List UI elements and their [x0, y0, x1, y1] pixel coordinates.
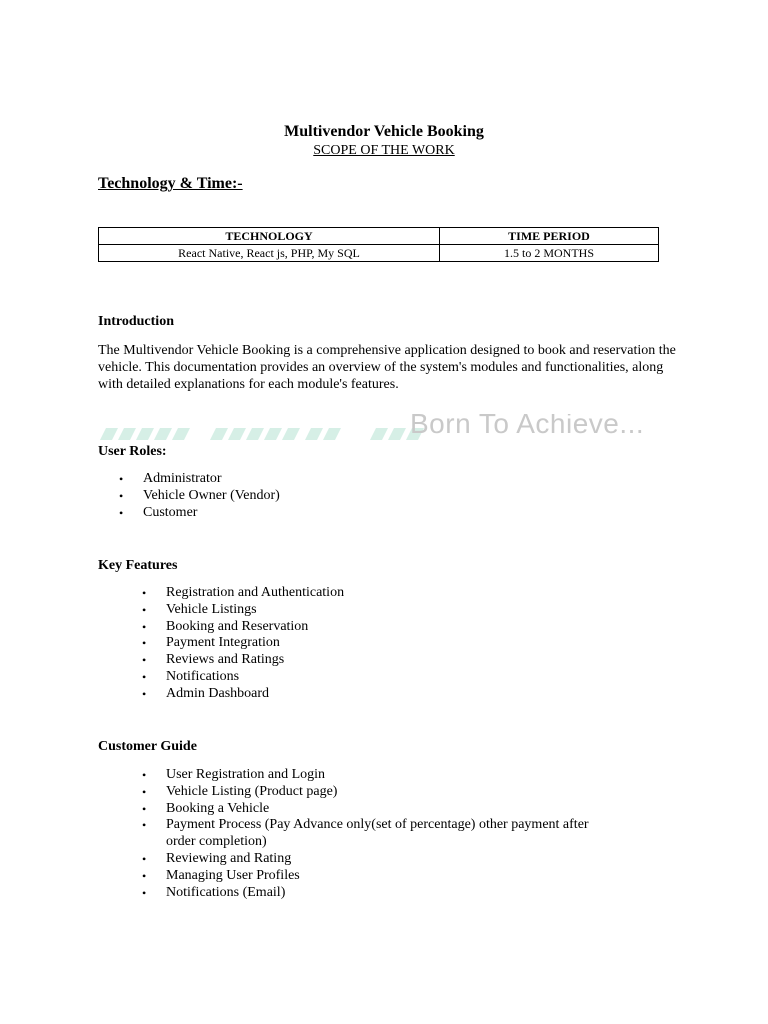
- banner-stripe: [305, 428, 323, 440]
- bullet-icon: •: [142, 768, 147, 782]
- list-item-text: Admin Dashboard: [166, 685, 270, 701]
- introduction-heading: Introduction: [98, 314, 174, 329]
- user-roles-heading: User Roles:: [98, 444, 167, 459]
- banner-image: [98, 414, 668, 442]
- bullet-icon: •: [142, 686, 147, 701]
- bullet-icon: •: [119, 472, 124, 486]
- bullet-icon: •: [119, 505, 124, 520]
- list-item: [142, 850, 596, 868]
- bullet-icon: •: [142, 868, 147, 883]
- user-roles-list: [119, 471, 543, 521]
- table-header-technology: TECHNOLOGY: [99, 228, 440, 245]
- banner-stripe: [154, 428, 172, 440]
- list-item: [142, 817, 596, 851]
- technology-table: [98, 227, 659, 262]
- bullet-icon: •: [142, 801, 147, 816]
- list-item-text: Vehicle Owner (Vendor): [143, 487, 280, 503]
- list-item: [142, 867, 596, 885]
- list-item: [142, 635, 596, 652]
- list-item-text: Notifications (Email): [166, 884, 286, 900]
- list-item-text: Administrator: [143, 471, 222, 486]
- list-item: [142, 618, 596, 636]
- list-item: [119, 471, 543, 488]
- list-item-text: Managing User Profiles: [166, 867, 300, 883]
- table-row: [99, 245, 659, 262]
- bullet-icon: •: [142, 784, 147, 799]
- bullet-icon: •: [142, 602, 147, 617]
- list-item-text: Customer: [143, 504, 198, 520]
- list-item: [142, 767, 596, 784]
- bullet-icon: •: [142, 669, 147, 684]
- banner-stripe: [323, 428, 341, 440]
- list-item-text: Registration and Authentication: [166, 585, 345, 600]
- banner-stripe: [282, 428, 300, 440]
- list-item: [142, 884, 596, 902]
- document-subtitle: SCOPE OF THE WORK: [313, 143, 455, 158]
- table-cell-time-period: 1.5 to 2 MONTHS: [440, 245, 659, 262]
- banner-stripe: [210, 428, 228, 440]
- list-item: [142, 800, 596, 818]
- banner-stripe: [246, 428, 264, 440]
- introduction-text: The Multivendor Vehicle Booking is a comprehensive application designed to book and reservation the vehicle. This documentation provides an overview of the system's modules and functionalities, along with detailed explanations for each module's features.: [98, 343, 676, 392]
- list-item: [142, 668, 596, 686]
- banner-stripe: [136, 428, 154, 440]
- bullet-icon: •: [142, 586, 147, 600]
- key-features-list: [142, 585, 596, 703]
- key-features-heading: Key Features: [98, 558, 178, 573]
- list-item-text: Booking and Reservation: [166, 618, 309, 634]
- banner-stripe: [370, 428, 388, 440]
- document-title: Multivendor Vehicle Booking: [284, 123, 484, 140]
- table-header-row: [99, 228, 659, 245]
- bullet-icon: •: [142, 851, 147, 866]
- list-item-text: Payment Process (Pay Advance only(set of percentage) other payment after order completion): [166, 817, 589, 850]
- list-item-text: User Registration and Login: [166, 767, 326, 782]
- list-item: [142, 783, 596, 801]
- list-item-text: Reviewing and Rating: [166, 850, 292, 866]
- technology-heading: Technology & Time:-: [98, 175, 243, 192]
- banner-stripe: [388, 428, 406, 440]
- table-cell-technology: React Native, React js, PHP, My SQL: [99, 245, 440, 262]
- banner-stripe: [118, 428, 136, 440]
- list-item: [142, 652, 596, 669]
- list-item: [142, 685, 596, 703]
- list-item-text: Payment Integration: [166, 635, 280, 651]
- list-item: [119, 504, 543, 522]
- list-item-text: Notifications: [166, 668, 240, 684]
- banner-stripe: [228, 428, 246, 440]
- list-item: [119, 487, 543, 505]
- bullet-icon: •: [142, 885, 147, 900]
- bullet-icon: •: [142, 619, 147, 634]
- list-item-text: Vehicle Listing (Product page): [166, 783, 338, 799]
- list-item: [142, 585, 596, 602]
- bullet-icon: •: [142, 636, 147, 651]
- list-item-text: Reviews and Ratings: [166, 652, 285, 668]
- banner-stripe: [100, 428, 118, 440]
- customer-guide-heading: Customer Guide: [98, 739, 197, 754]
- list-item: [142, 601, 596, 619]
- table-header-time-period: TIME PERIOD: [440, 228, 659, 245]
- bullet-icon: •: [119, 488, 124, 503]
- list-item-text: Vehicle Listings: [166, 601, 257, 617]
- banner-stripe: [264, 428, 282, 440]
- banner-stripe: [172, 428, 190, 440]
- list-item-text: Booking a Vehicle: [166, 800, 270, 816]
- bullet-icon: •: [142, 653, 147, 668]
- banner-slogan: Born To Achieve...: [410, 414, 645, 439]
- customer-guide-list: [142, 767, 596, 901]
- bullet-icon: •: [142, 818, 147, 833]
